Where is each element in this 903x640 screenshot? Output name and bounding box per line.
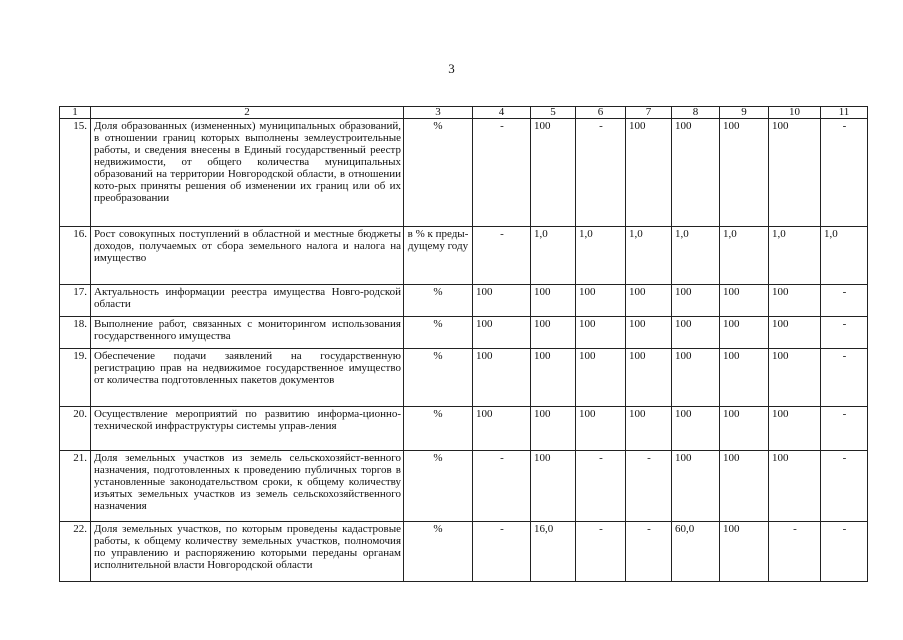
value-cell: 100 bbox=[769, 451, 821, 522]
row-number: 16. bbox=[60, 227, 91, 285]
value-cell: 100 bbox=[672, 407, 720, 451]
value-cell: 100 bbox=[720, 407, 769, 451]
value-cell: 100 bbox=[672, 285, 720, 317]
indicators-table bbox=[59, 106, 868, 582]
value-cell: 100 bbox=[531, 349, 576, 407]
value-cell: 100 bbox=[720, 119, 769, 227]
value-cell: - bbox=[821, 317, 868, 349]
value-cell: - bbox=[769, 522, 821, 582]
value-cell: 100 bbox=[672, 119, 720, 227]
row-number: 21. bbox=[60, 451, 91, 522]
value-cell: 100 bbox=[769, 285, 821, 317]
indicator-name: Доля земельных участков, по которым проведены кадастровые работы, к общему количеству земельных участков, полномочия по управлению и распоряжению которыми переданы органам исполнительной власти Новгородской области bbox=[91, 522, 404, 582]
row-number: 20. bbox=[60, 407, 91, 451]
value-cell: 100 bbox=[720, 522, 769, 582]
value-cell: 1,0 bbox=[531, 227, 576, 285]
header-cell: 10 bbox=[769, 107, 821, 119]
value-cell: - bbox=[626, 451, 672, 522]
value-cell: - bbox=[576, 451, 626, 522]
value-cell: - bbox=[473, 227, 531, 285]
header-cell: 9 bbox=[720, 107, 769, 119]
value-cell: 1,0 bbox=[769, 227, 821, 285]
value-cell: 100 bbox=[576, 317, 626, 349]
row-number: 19. bbox=[60, 349, 91, 407]
table-row bbox=[60, 451, 868, 522]
value-cell: 100 bbox=[769, 349, 821, 407]
value-cell: 16,0 bbox=[531, 522, 576, 582]
value-cell: - bbox=[473, 451, 531, 522]
indicator-name: Обеспечение подачи заявлений на государственную регистрацию прав на недвижимое государственное имущество от количества подготовленных пакетов документов bbox=[91, 349, 404, 407]
unit-cell: % bbox=[404, 317, 473, 349]
value-cell: 60,0 bbox=[672, 522, 720, 582]
value-cell: 100 bbox=[531, 119, 576, 227]
value-cell: 100 bbox=[473, 349, 531, 407]
value-cell: 100 bbox=[626, 119, 672, 227]
value-cell: - bbox=[576, 522, 626, 582]
header-cell: 2 bbox=[91, 107, 404, 119]
value-cell: - bbox=[473, 522, 531, 582]
value-cell: 100 bbox=[672, 451, 720, 522]
unit-cell: % bbox=[404, 451, 473, 522]
indicator-name: Актуальность информации реестра имущества Новго-родской области bbox=[91, 285, 404, 317]
value-cell: 100 bbox=[626, 349, 672, 407]
row-number: 18. bbox=[60, 317, 91, 349]
indicator-name: Доля образованных (измененных) муниципальных образований, в отношении границ которых выполнены землеустроительные работы, и сведения внесены в Единый государственный реестр недвижимости, от общего количества муниципальных образований на территории Новгородской области, в отношении кото-рых приняты решения об изменении их границ или об их преобразовании bbox=[91, 119, 404, 227]
unit-cell: % bbox=[404, 407, 473, 451]
unit-cell: % bbox=[404, 349, 473, 407]
value-cell: 100 bbox=[531, 317, 576, 349]
value-cell: 100 bbox=[531, 285, 576, 317]
page-number: 3 bbox=[448, 61, 455, 76]
header-cell: 8 bbox=[672, 107, 720, 119]
table-row bbox=[60, 227, 868, 285]
unit-cell: в % к преды-дущему году bbox=[404, 227, 473, 285]
value-cell: 100 bbox=[626, 317, 672, 349]
value-cell: - bbox=[821, 285, 868, 317]
value-cell: 1,0 bbox=[626, 227, 672, 285]
value-cell: 100 bbox=[720, 285, 769, 317]
value-cell: 1,0 bbox=[720, 227, 769, 285]
value-cell: 100 bbox=[769, 317, 821, 349]
value-cell: 100 bbox=[626, 285, 672, 317]
value-cell: 100 bbox=[531, 451, 576, 522]
table-header-row bbox=[60, 107, 868, 119]
value-cell: 100 bbox=[769, 407, 821, 451]
value-cell: 100 bbox=[769, 119, 821, 227]
value-cell: 100 bbox=[576, 407, 626, 451]
value-cell: 100 bbox=[720, 317, 769, 349]
header-cell: 1 bbox=[60, 107, 91, 119]
value-cell: - bbox=[821, 451, 868, 522]
indicator-name: Доля земельных участков из земель сельскохозяйст-венного назначения, подготовленных к проведению публичных торгов в установленные законодательством сроки, к общему количеству изъятых земельных участков из земель сельскохозяйственного назначения bbox=[91, 451, 404, 522]
value-cell: - bbox=[821, 349, 868, 407]
header-cell: 4 bbox=[473, 107, 531, 119]
row-number: 17. bbox=[60, 285, 91, 317]
value-cell: 100 bbox=[576, 349, 626, 407]
indicator-name: Осуществление мероприятий по развитию информа-ционно-технической инфраструктуры системы управ-ления bbox=[91, 407, 404, 451]
value-cell: 100 bbox=[531, 407, 576, 451]
value-cell: 100 bbox=[672, 317, 720, 349]
header-cell: 7 bbox=[626, 107, 672, 119]
value-cell: 100 bbox=[473, 407, 531, 451]
value-cell: - bbox=[473, 119, 531, 227]
value-cell: - bbox=[576, 119, 626, 227]
value-cell: 1,0 bbox=[821, 227, 868, 285]
indicator-name: Выполнение работ, связанных с мониторингом использования государственного имущества bbox=[91, 317, 404, 349]
value-cell: 100 bbox=[473, 317, 531, 349]
value-cell: - bbox=[821, 119, 868, 227]
header-cell: 5 bbox=[531, 107, 576, 119]
value-cell: 1,0 bbox=[672, 227, 720, 285]
table-row bbox=[60, 285, 868, 317]
header-cell: 6 bbox=[576, 107, 626, 119]
row-number: 15. bbox=[60, 119, 91, 227]
unit-cell: % bbox=[404, 522, 473, 582]
table-row bbox=[60, 522, 868, 582]
value-cell: - bbox=[821, 407, 868, 451]
unit-cell: % bbox=[404, 119, 473, 227]
value-cell: 100 bbox=[473, 285, 531, 317]
table-row bbox=[60, 119, 868, 227]
value-cell: 100 bbox=[672, 349, 720, 407]
value-cell: - bbox=[626, 522, 672, 582]
value-cell: - bbox=[821, 522, 868, 582]
value-cell: 100 bbox=[720, 451, 769, 522]
value-cell: 100 bbox=[576, 285, 626, 317]
value-cell: 100 bbox=[720, 349, 769, 407]
value-cell: 1,0 bbox=[576, 227, 626, 285]
indicator-name: Рост совокупных поступлений в областной и местные бюджеты доходов, получаемых от сбора земельного налога и налога на имущество bbox=[91, 227, 404, 285]
header-cell: 11 bbox=[821, 107, 868, 119]
table-row bbox=[60, 349, 868, 407]
table-row bbox=[60, 317, 868, 349]
unit-cell: % bbox=[404, 285, 473, 317]
value-cell: 100 bbox=[626, 407, 672, 451]
row-number: 22. bbox=[60, 522, 91, 582]
header-cell: 3 bbox=[404, 107, 473, 119]
table-row bbox=[60, 407, 868, 451]
